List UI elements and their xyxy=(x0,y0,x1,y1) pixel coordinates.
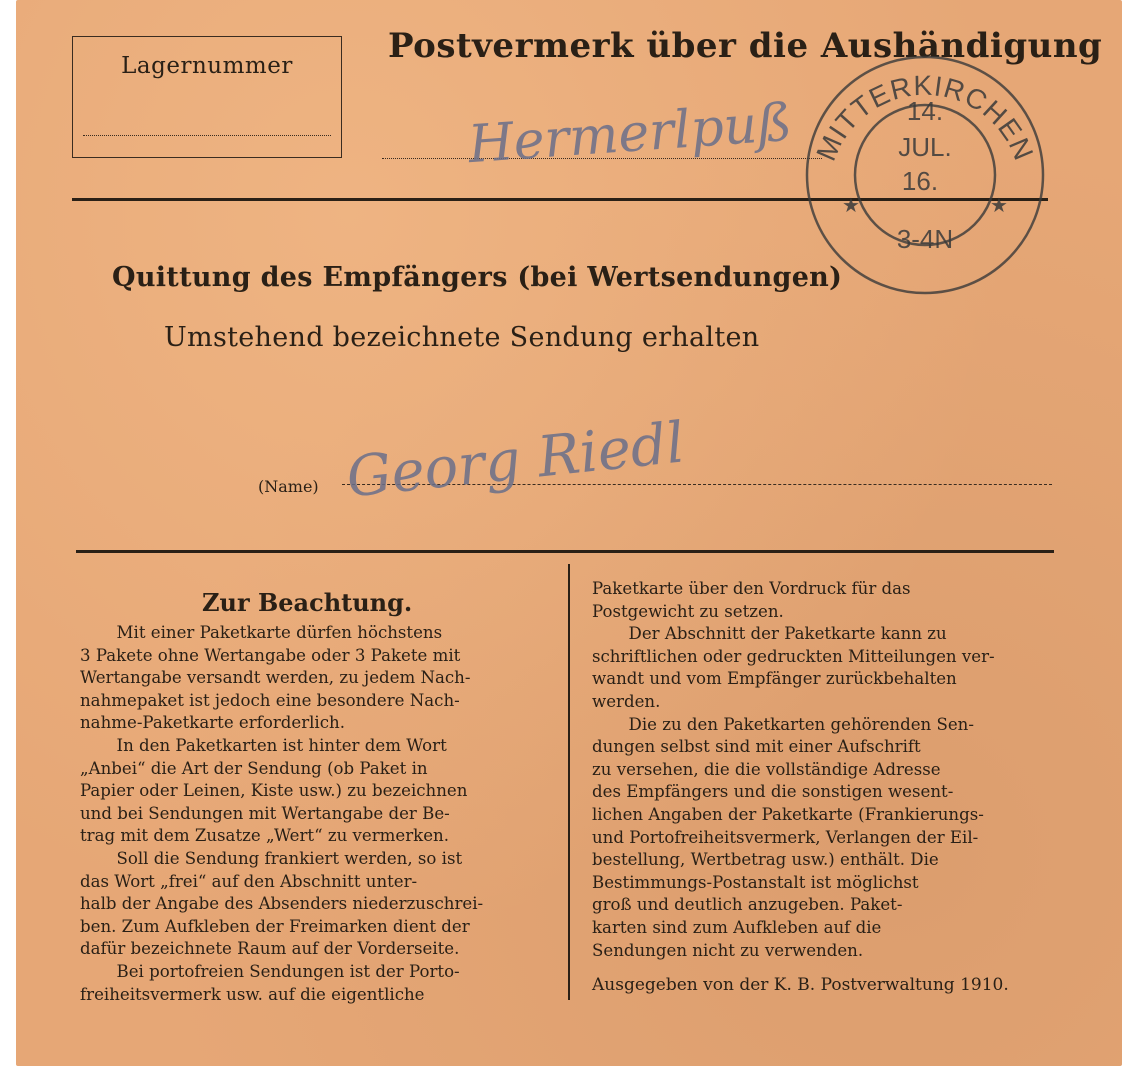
note-line: das Wort „frei“ auf den Abschnitt unter- xyxy=(80,871,418,891)
parcel-card xyxy=(16,0,1122,1066)
note-line: nahmepaket ist jedoch eine besondere Nach- xyxy=(80,690,460,710)
note-line: Die zu den Paketkarten gehörenden Sen- xyxy=(628,714,974,734)
note-line: freiheitsvermerk usw. auf die eigentliche xyxy=(80,984,425,1004)
name-label: (Name) xyxy=(258,477,319,496)
stamp-year: 16. xyxy=(901,166,939,196)
note-line: lichen Angaben der Paketkarte (Frankierungs- xyxy=(592,804,984,824)
stamp-star-right-icon: ★ xyxy=(990,193,1008,217)
stamp-place: MITTERKIRCHEN xyxy=(810,69,1040,166)
stamp-time: 3-4N xyxy=(896,224,954,254)
storage-number-label: Lagernummer xyxy=(121,53,293,79)
note-line: und bei Sendungen mit Wertangabe der Be- xyxy=(80,803,450,823)
note-line: Soll die Sendung frankiert werden, so ist xyxy=(116,848,463,868)
note-line: Postgewicht zu setzen. xyxy=(592,601,784,621)
column-divider xyxy=(568,564,570,1000)
note-line: des Empfängers und die sonstigen wesent- xyxy=(592,782,954,802)
note-line: groß und deutlich anzugeben. Paket- xyxy=(592,895,903,915)
stamp-month: JUL. xyxy=(898,132,952,162)
note-line: wandt und vom Empfänger zurückbehalten xyxy=(592,669,957,689)
recipient-signature: Georg Riedl xyxy=(343,410,688,511)
note-line: In den Paketkarten ist hinter dem Wort xyxy=(116,735,447,755)
note-line: ben. Zum Aufkleben der Freimarken dient der xyxy=(80,916,470,936)
stamp-star-left-icon: ★ xyxy=(842,193,860,217)
note-line: Papier oder Leinen, Kiste usw.) zu bezeichnen xyxy=(80,781,468,801)
note-line: Sendungen nicht zu verwenden. xyxy=(592,940,864,960)
note-line: halb der Angabe des Absenders niederzuschrei- xyxy=(80,894,484,914)
note-line: und Portofreiheitsvermerk, Verlangen der Eil- xyxy=(592,827,979,847)
note-line: karten sind zum Aufkleben auf die xyxy=(592,917,882,937)
note-line: 3 Pakete ohne Wertangabe oder 3 Pakete mit xyxy=(80,645,461,665)
note-line: Mit einer Paketkarte dürfen höchstens xyxy=(116,623,443,642)
delivery-note-title: Postvermerk über die Aushändigung xyxy=(388,26,1103,66)
note-line: nahme-Paketkarte erforderlich. xyxy=(80,713,345,733)
note-line: zu versehen, die die vollständige Adresse xyxy=(592,759,941,779)
delivery-signature: Hermerlpuß xyxy=(466,92,794,176)
note-line: dafür bezeichnete Raum auf der Vorderseite. xyxy=(80,939,460,959)
receipt-rule xyxy=(76,550,1054,553)
storage-number-box xyxy=(72,36,342,158)
note-line: Bei portofreien Sendungen ist der Porto- xyxy=(116,961,460,981)
note-line: Paketkarte über den Vordruck für das xyxy=(592,579,911,598)
note-line: trag mit dem Zusatze „Wert“ zu vermerken. xyxy=(80,826,449,846)
notes-left-column xyxy=(80,622,546,1006)
note-line: Der Abschnitt der Paketkarte kann zu xyxy=(628,624,947,644)
issued-by: Ausgegeben von der K. B. Postverwaltung 1910. xyxy=(592,975,1009,995)
notes-right-column xyxy=(592,578,1054,962)
note-line: dungen selbst sind mit einer Aufschrift xyxy=(592,737,921,757)
receipt-title: Quittung des Empfängers (bei Wertsendungen) xyxy=(112,262,843,293)
note-line: schriftlichen oder gedruckten Mitteilungen ver- xyxy=(592,646,995,666)
storage-number-line xyxy=(83,135,331,136)
note-line: Bestimmungs-Postanstalt ist möglichst xyxy=(592,872,919,892)
receipt-subtitle: Umstehend bezeichnete Sendung erhalten xyxy=(164,322,760,353)
note-line: „Anbei“ die Art der Sendung (ob Paket in xyxy=(80,758,428,778)
note-line: werden. xyxy=(592,691,661,711)
stamp-day: 14. xyxy=(906,96,944,126)
note-line: bestellung, Wertbetrag usw.) enthält. Die xyxy=(592,850,939,870)
notes-heading: Zur Beachtung. xyxy=(202,588,413,617)
note-line: Wertangabe versandt werden, zu jedem Nach- xyxy=(80,668,471,688)
